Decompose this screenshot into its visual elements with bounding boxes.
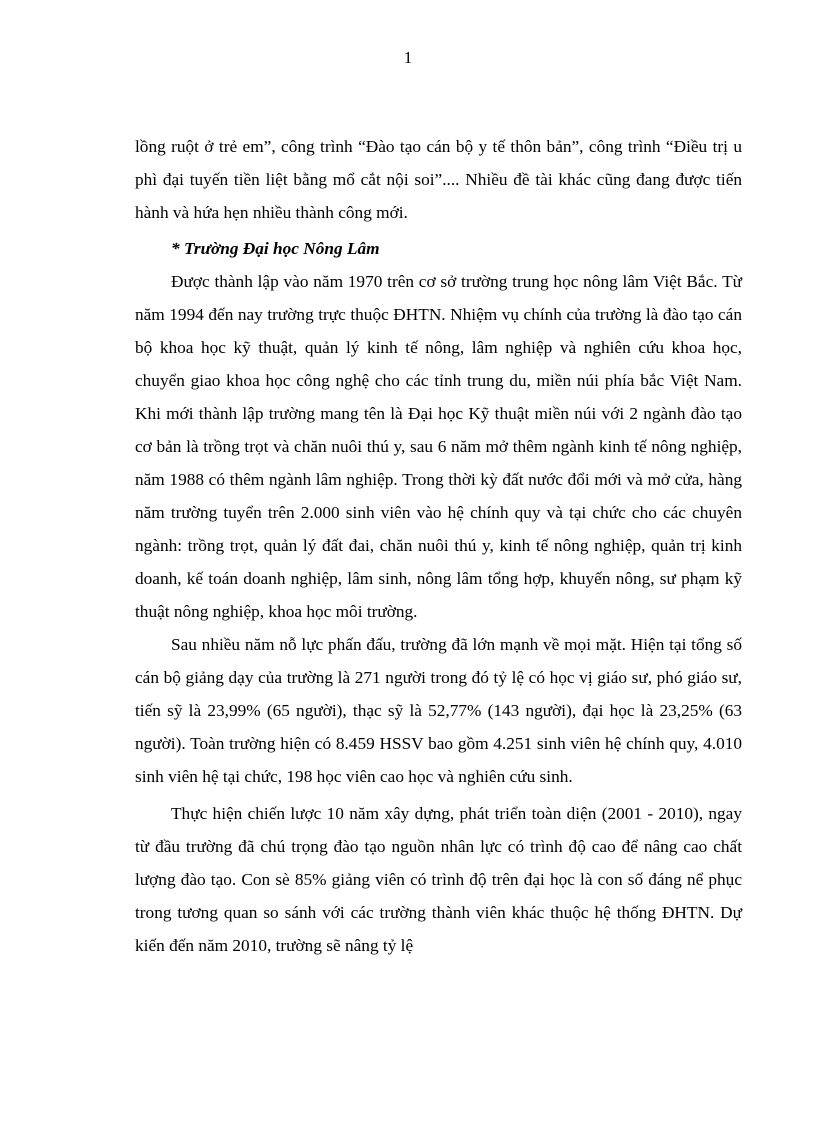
page-number: 1 <box>403 48 413 67</box>
paragraph-history: Được thành lập vào năm 1970 trên cơ sở trường trung học nông lâm Việt Bắc. Từ năm 1994 đến nay trường trực thuộc ĐHTN. Nhiệm vụ chính của trường là đào tạo cán bộ khoa học kỹ thuật, quản lý kinh tế nông, lâm nghiệp và nghiên cứu khoa học, chuyển giao khoa học công nghệ cho các tỉnh trung du, miền núi phía bắc Việt Nam. Khi mới thành lập trường mang tên là Đại học Kỹ thuật miền núi với 2 ngành đào tạo cơ bản là trồng trọt và chăn nuôi thú y, sau 6 năm mở thêm ngành kinh tế nông nghiệp, năm 1988 có thêm ngành lâm nghiệp. Trong thời kỳ đất nước đổi mới và mở cửa, hàng năm trường tuyển trên 2.000 sinh viên vào hệ chính quy và tại chức cho các chuyên ngành: trồng trọt, quản lý đất đai, chăn nuôi thú y, kinh tế nông nghiệp, quản trị kinh doanh, kế toán doanh nghiệp, lâm sinh, nông lâm tổng hợp, khuyến nông, sư phạm kỹ thuật nông nghiệp, khoa học môi trường. <box>135 272 742 621</box>
paragraph-staff: Sau nhiều năm nỗ lực phấn đấu, trường đã lớn mạnh về mọi mặt. Hiện tại tổng số cán bộ giảng dạy của trường là 271 người trong đó tỷ lệ có học vị giáo sư, phó giáo sư, tiến sỹ là 23,99% (65 người), thạc sỹ là 52,77% (143 người), đại học là 23,25% (63 người). Toàn trường hiện có 8.459 HSSV bao gồm 4.251 sinh viên hệ chính quy, 4.010 sinh viên hệ tại chức, 198 học viên cao học và nghiên cứu sinh. <box>135 635 742 786</box>
document-body <box>135 130 742 962</box>
paragraph-continuation: lồng ruột ở trẻ em”, công trình “Đào tạo cán bộ y tế thôn bản”, công trình “Điều trị u phì đại tuyến tiền liệt bằng mổ cắt nội soi”.... Nhiều đề tài khác cũng đang được tiến hành và hứa hẹn nhiều thành công mới. <box>135 137 742 222</box>
section-heading: * Trường Đại học Nông Lâm <box>171 239 380 258</box>
paragraph-strategy: Thực hiện chiến lược 10 năm xây dựng, phát triển toàn diện (2001 - 2010), ngay từ đầu trường đã chú trọng đào tạo nguồn nhân lực có trình độ cao để nâng cao chất lượng đào tạo. Con sè 85% giảng viên có trình độ trên đại học là con số đáng nể phục trong tương quan so sánh với các trường thành viên khác thuộc hệ thống ĐHTN. Dự kiến đến năm 2010, trường sẽ nâng tỷ lệ <box>135 804 742 955</box>
